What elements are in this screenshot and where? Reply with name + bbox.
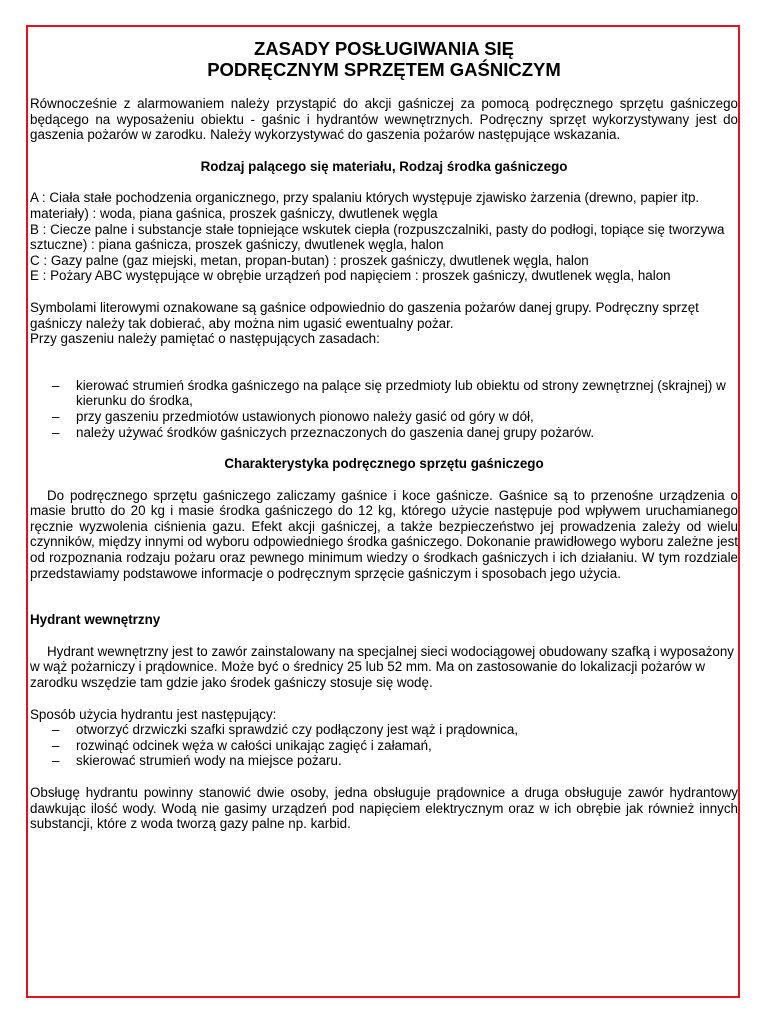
section-heading-equipment: Charakterystyka podręcznego sprzętu gaśniczego	[224, 456, 544, 472]
document-title	[30, 38, 738, 80]
fire-class-a: A : Ciała stałe pochodzenia organicznego, przy spalaniu których występuje zjawisko żarzenia (drewno, papier itp. materiały) : woda, piana gaśnica, proszek gaśniczy, dwutlenek węgla	[30, 190, 700, 221]
list-item: – rozwinąć odcinek węża w całości unikając zagięć i załamań,	[30, 738, 738, 754]
list-item: – przy gaszeniu przedmiotów ustawionych pionowo należy gasić od góry w dół,	[30, 409, 738, 425]
hydrant-paragraph: Hydrant wewnętrzny jest to zawór zainstalowany na specjalnej sieci wodociągowej obudowany szafką i wyposażony w wąż pożarniczy i prądownice. Może być o średnicy 25 lub 52 mm. Ma on zastosowanie do lokalizacji pożarów w zarodku wszędzie tam gdzie jako środek gaśniczy stosuje się wodę.	[30, 643, 734, 691]
equipment-paragraph: Do podręcznego sprzętu gaśniczego zaliczamy gaśnice i koce gaśnicze. Gaśnice są to przenośne urządzenia o masie brutto do 20 kg i masie środka gaśniczego do 12 kg, którego użycie następuje pod wpływem uruchamianego ręcznie wyzwolenia ciśnienia gazu. Efekt akcji gaśniczej, a także bezpieczeństwo jej prowadzenia zależy od wielu czynników, między innymi od wyboru odpowiedniego środka gaśniczego. Dokonanie prawidłowego wyboru zależne jest od rozpoznania rodzaju pożaru oraz pewnego minimum wiedzy o środkach gaśniczych i ich działaniu. W tym rozdziale przedstawiamy podstawowe informacje o podręcznym sprzęcie gaśniczym i sposobach jego użycia.	[30, 487, 738, 581]
symbols-paragraph: Symbolami literowymi oznakowane są gaśnice odpowiednio do gaszenia pożarów danej grupy. Podręczny sprzęt gaśniczy należy tak dobierać, aby można nim ugasić ewentualny pożar.	[30, 299, 699, 331]
extinguishing-rules-list	[30, 378, 738, 440]
title-line-2: PODRĘCZNYM SPRZĘTEM GAŚNICZYM	[207, 59, 561, 80]
hydrant-steps-list	[30, 722, 738, 769]
fire-class-c: C : Gazy palne (gaz miejski, metan, propan-butan) : proszek gaśniczy, dwutlenek węgla, halon	[30, 252, 589, 268]
section-heading-material: Rodzaj palącego się materiału, Rodzaj środka gaśniczego	[200, 158, 568, 174]
fire-class-b: B : Ciecze palne i substancje stałe topniejące wskutek ciepła (rozpuszczalniki, pasty do podłogi, topiące się tworzywa sztuczne) : piana gaśnicza, proszek gaśniczy, dwutlenek węgla, halon	[30, 221, 725, 253]
rules-intro: Przy gaszeniu należy pamiętać o następujących zasadach:	[30, 331, 380, 347]
intro-paragraph: Równocześnie z alarmowaniem należy przystąpić do akcji gaśniczej za pomocą podręcznego sprzętu gaśniczego będącego na wyposażeniu obiektu - gaśnic i hydrantów wewnętrznych. Podręczny sprzęt wykorzystywany jest do gaszenia pożarów w zarodku. Należy wykorzystywać do gaszenia pożarów następujące wskazania.	[30, 96, 738, 143]
list-item: – kierować strumień środka gaśniczego na palące się przedmioty lub obiektu od strony zewnętrznej (skrajnej) w kierunku do środka,	[30, 378, 738, 409]
title-line-1: ZASADY POSŁUGIWANIA SIĘ	[253, 38, 515, 59]
list-item: – skierować strumień wody na miejsce pożaru.	[30, 753, 738, 769]
hydrant-closing-paragraph: Obsługę hydrantu powinny stanowić dwie osoby, jedna obsługuje prądownice a druga obsługuje zawór hydrantowy dawkując ilość wody. Wodą nie gasimy urządzeń pod napięciem elektrycznym oraz w ich obrębie jak również innych substancji, które z woda tworzą gazy palne np. karbid.	[30, 785, 738, 832]
fire-class-e: E : Pożary ABC występujące w obrębie urządzeń pod napięciem : proszek gaśniczy, dwutlenek węgla, halon	[30, 268, 671, 284]
fire-class-list	[30, 190, 738, 284]
document-body	[30, 38, 738, 832]
hydrant-heading: Hydrant wewnętrzny	[30, 612, 161, 628]
hydrant-usage-intro: Sposób użycia hydrantu jest następujący:	[30, 706, 277, 722]
list-item: – należy używać środków gaśniczych przeznaczonych do gaszenia danej grupy pożarów.	[30, 425, 738, 441]
list-item: – otworzyć drzwiczki szafki sprawdzić czy podłączony jest wąż i prądownica,	[30, 722, 738, 738]
